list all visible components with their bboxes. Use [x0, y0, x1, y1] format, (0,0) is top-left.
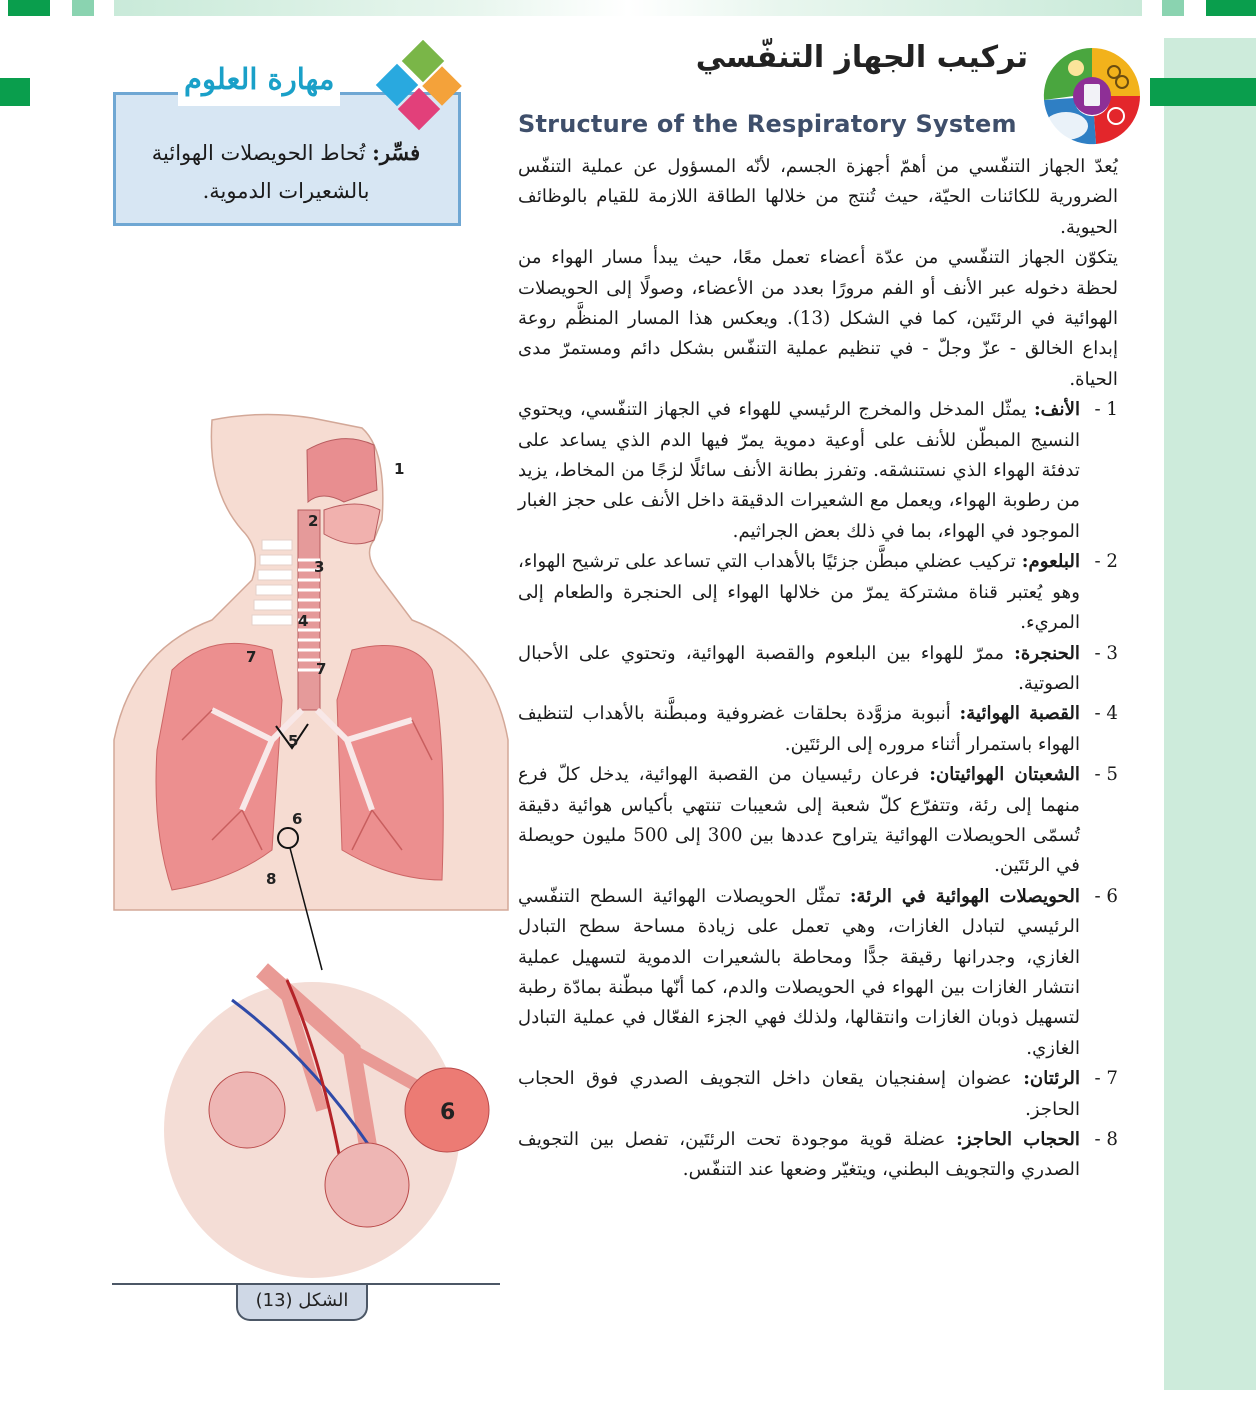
puzzle-icon [372, 40, 468, 136]
list-item-alveoli: 6 - الحويصلات الهوائية في الرئة: تمثّل الحويصلات الهوائية السطح التنفّسي الرئيسي لتبادل الغازات، وهي تعمل على زيادة مساحة سطح التبادل الغازي، وجدرانها رقيقة جدًّا ومحاطة بالشعيرات الدموية لتسهيل عملية انتشار الغازات بين الهواء في الحويصلات والدم، كما أنّها مبطّنة بمادّة رطبة لتسهيل ذوبان الغازات وانتقالها، ولذلك فهي الجزء الفعّال في عملية التبادل الغازي. [518, 885, 1118, 1059]
top-gradient-strip [114, 0, 1142, 16]
figure-label-2: 2 [308, 512, 319, 530]
figure-label-4: 4 [298, 612, 309, 630]
respiratory-system-figure [112, 410, 512, 1340]
list-item-lungs: 7 - الرئتان: عضوان إسفنجيان يقعان داخل التجويف الصدري فوق الحجاب الحاجز. [518, 1068, 1118, 1120]
figure-label-5: 5 [288, 732, 299, 750]
list-item-nose: 1 - الأنف: يمثّل المدخل والمخرج الرئيسي للهواء في الجهاز التنفّسي، ويحتوي النسيج المبطّن للأنف على أوعية دموية يمرّ فيها الدم الذي يساعد على تدفئة الهواء الذي نستنشقه. وتفرز بطانة الأنف سائلًا لزجًا من المخاط، يزيد من رطوبة الهواء، ويعمل مع الشعيرات الدقيقة داخل الأنف على حجز الغبار الموجود في الهواء، بما في ذلك بعض الجراثيم. [518, 399, 1118, 542]
figure-label-8: 8 [266, 870, 277, 888]
main-text-column [518, 152, 1118, 1186]
top-light-block-right [1162, 0, 1184, 16]
term-pharynx: البلعوم: [1021, 551, 1080, 573]
inset-label-6: 6 [440, 1100, 456, 1125]
top-light-block-left [72, 0, 94, 16]
skill-prompt-label: فسِّر: [372, 140, 421, 165]
left-green-tab [0, 78, 30, 106]
intro-paragraph-2: يتكوّن الجهاز التنفّسي من عدّة أعضاء تعمل معًا، حيث يبدأ مسار الهواء من لحظة دخوله عبر الأنف أو الفم مرورًا بعدد من الأعضاء، وصولًا إلى الحويصلات الهوائية في الرئتَين، كما في الشكل (13). ويعكس هذا المسار المنظَّم روعة إبداع الخالق - عزّ وجلّ - في تنظيم عملية التنفّس بشكل دائم ومستمرّ مدى الحياة. [518, 247, 1118, 390]
figure-label-6: 6 [292, 810, 303, 828]
list-item-larynx: 3 - الحنجرة: ممرّ للهواء بين البلعوم والقصبة الهوائية، وتحتوي على الأحبال الصوتية. [518, 642, 1118, 694]
term-bronchi: الشعبتان الهوائيتان: [929, 764, 1080, 786]
skill-title-wrap [178, 62, 340, 106]
list-item-trachea: 4 - القصبة الهوائية: أنبوبة مزوَّدة بحلقات غضروفية ومبطَّنة بالأهداب لتنظيف الهواء باستمرار أثناء مروره إلى الرئتَين. [518, 703, 1118, 755]
figure-label-7-left: 7 [246, 648, 257, 666]
skill-prompt [126, 134, 446, 210]
term-trachea: القصبة الهوائية: [959, 703, 1080, 725]
figure-label-7-right: 7 [316, 660, 327, 678]
section-title-english: Structure of the Respiratory System [518, 110, 1017, 138]
list-item-bronchi: 5 - الشعبتان الهوائيتان: فرعان رئيسيان من القصبة الهوائية، يدخل كلّ فرع منهما إلى رئة، وتتفرّع كلّ شعبة إلى شعيبات تنتهي بأكياس هوائية دقيقة تُسمّى الحويصلات الهوائية يتراوح عددها بين 300 إلى 500 مليون حويصلة في الرئتَين. [518, 764, 1118, 877]
top-green-block-left [8, 0, 50, 16]
intro-paragraph-1: يُعدّ الجهاز التنفّسي من أهمّ أجهزة الجسم، لأنّه المسؤول عن عملية التنفّس الضرورية للكائنات الحيّة، حيث تُنتج من خلالها الطاقة اللازمة للقيام بالوظائف الحيوية. [518, 156, 1118, 238]
top-green-block-right [1206, 0, 1256, 16]
skill-title: مهارة العلوم [184, 62, 335, 96]
figure-label-3: 3 [314, 558, 325, 576]
term-diaphragm: الحجاب الحاجز: [956, 1129, 1080, 1150]
term-larynx: الحنجرة: [1014, 642, 1080, 664]
term-alveoli: الحويصلات الهوائية في الرئة: [849, 885, 1080, 907]
right-margin-panel [1164, 38, 1256, 1390]
section-title-arabic: تركيب الجهاز التنفّسي [695, 40, 1028, 75]
figure-label-1: 1 [394, 460, 405, 478]
respiratory-diagram-illustration [112, 410, 512, 1280]
right-green-tab [1150, 78, 1256, 106]
skill-prompt-text: تُحاط الحويصلات الهوائية بالشعيرات الدموية. [151, 141, 370, 203]
figure-caption: الشكل (13) [236, 1285, 368, 1321]
term-nose: الأنف: [1033, 399, 1080, 421]
list-item-diaphragm: 8 - الحجاب الحاجز: عضلة قوية موجودة تحت الرئتَين، تفصل بين التجويف الصدري والتجويف البطني، ويتغيّر وضعها عند التنفّس. [518, 1129, 1118, 1181]
list-item-pharynx: 2 - البلعوم: تركيب عضلي مبطَّن جزئيًا بالأهداب التي تساعد على ترشيح الهواء، وهو يُعتبر قناة مشتركة يمرّ من خلالها الهواء إلى الحنجرة والطعام إلى المريء. [518, 551, 1118, 634]
skills-wheel-icon [1036, 40, 1148, 152]
term-lungs: الرئتان: [1023, 1068, 1080, 1090]
